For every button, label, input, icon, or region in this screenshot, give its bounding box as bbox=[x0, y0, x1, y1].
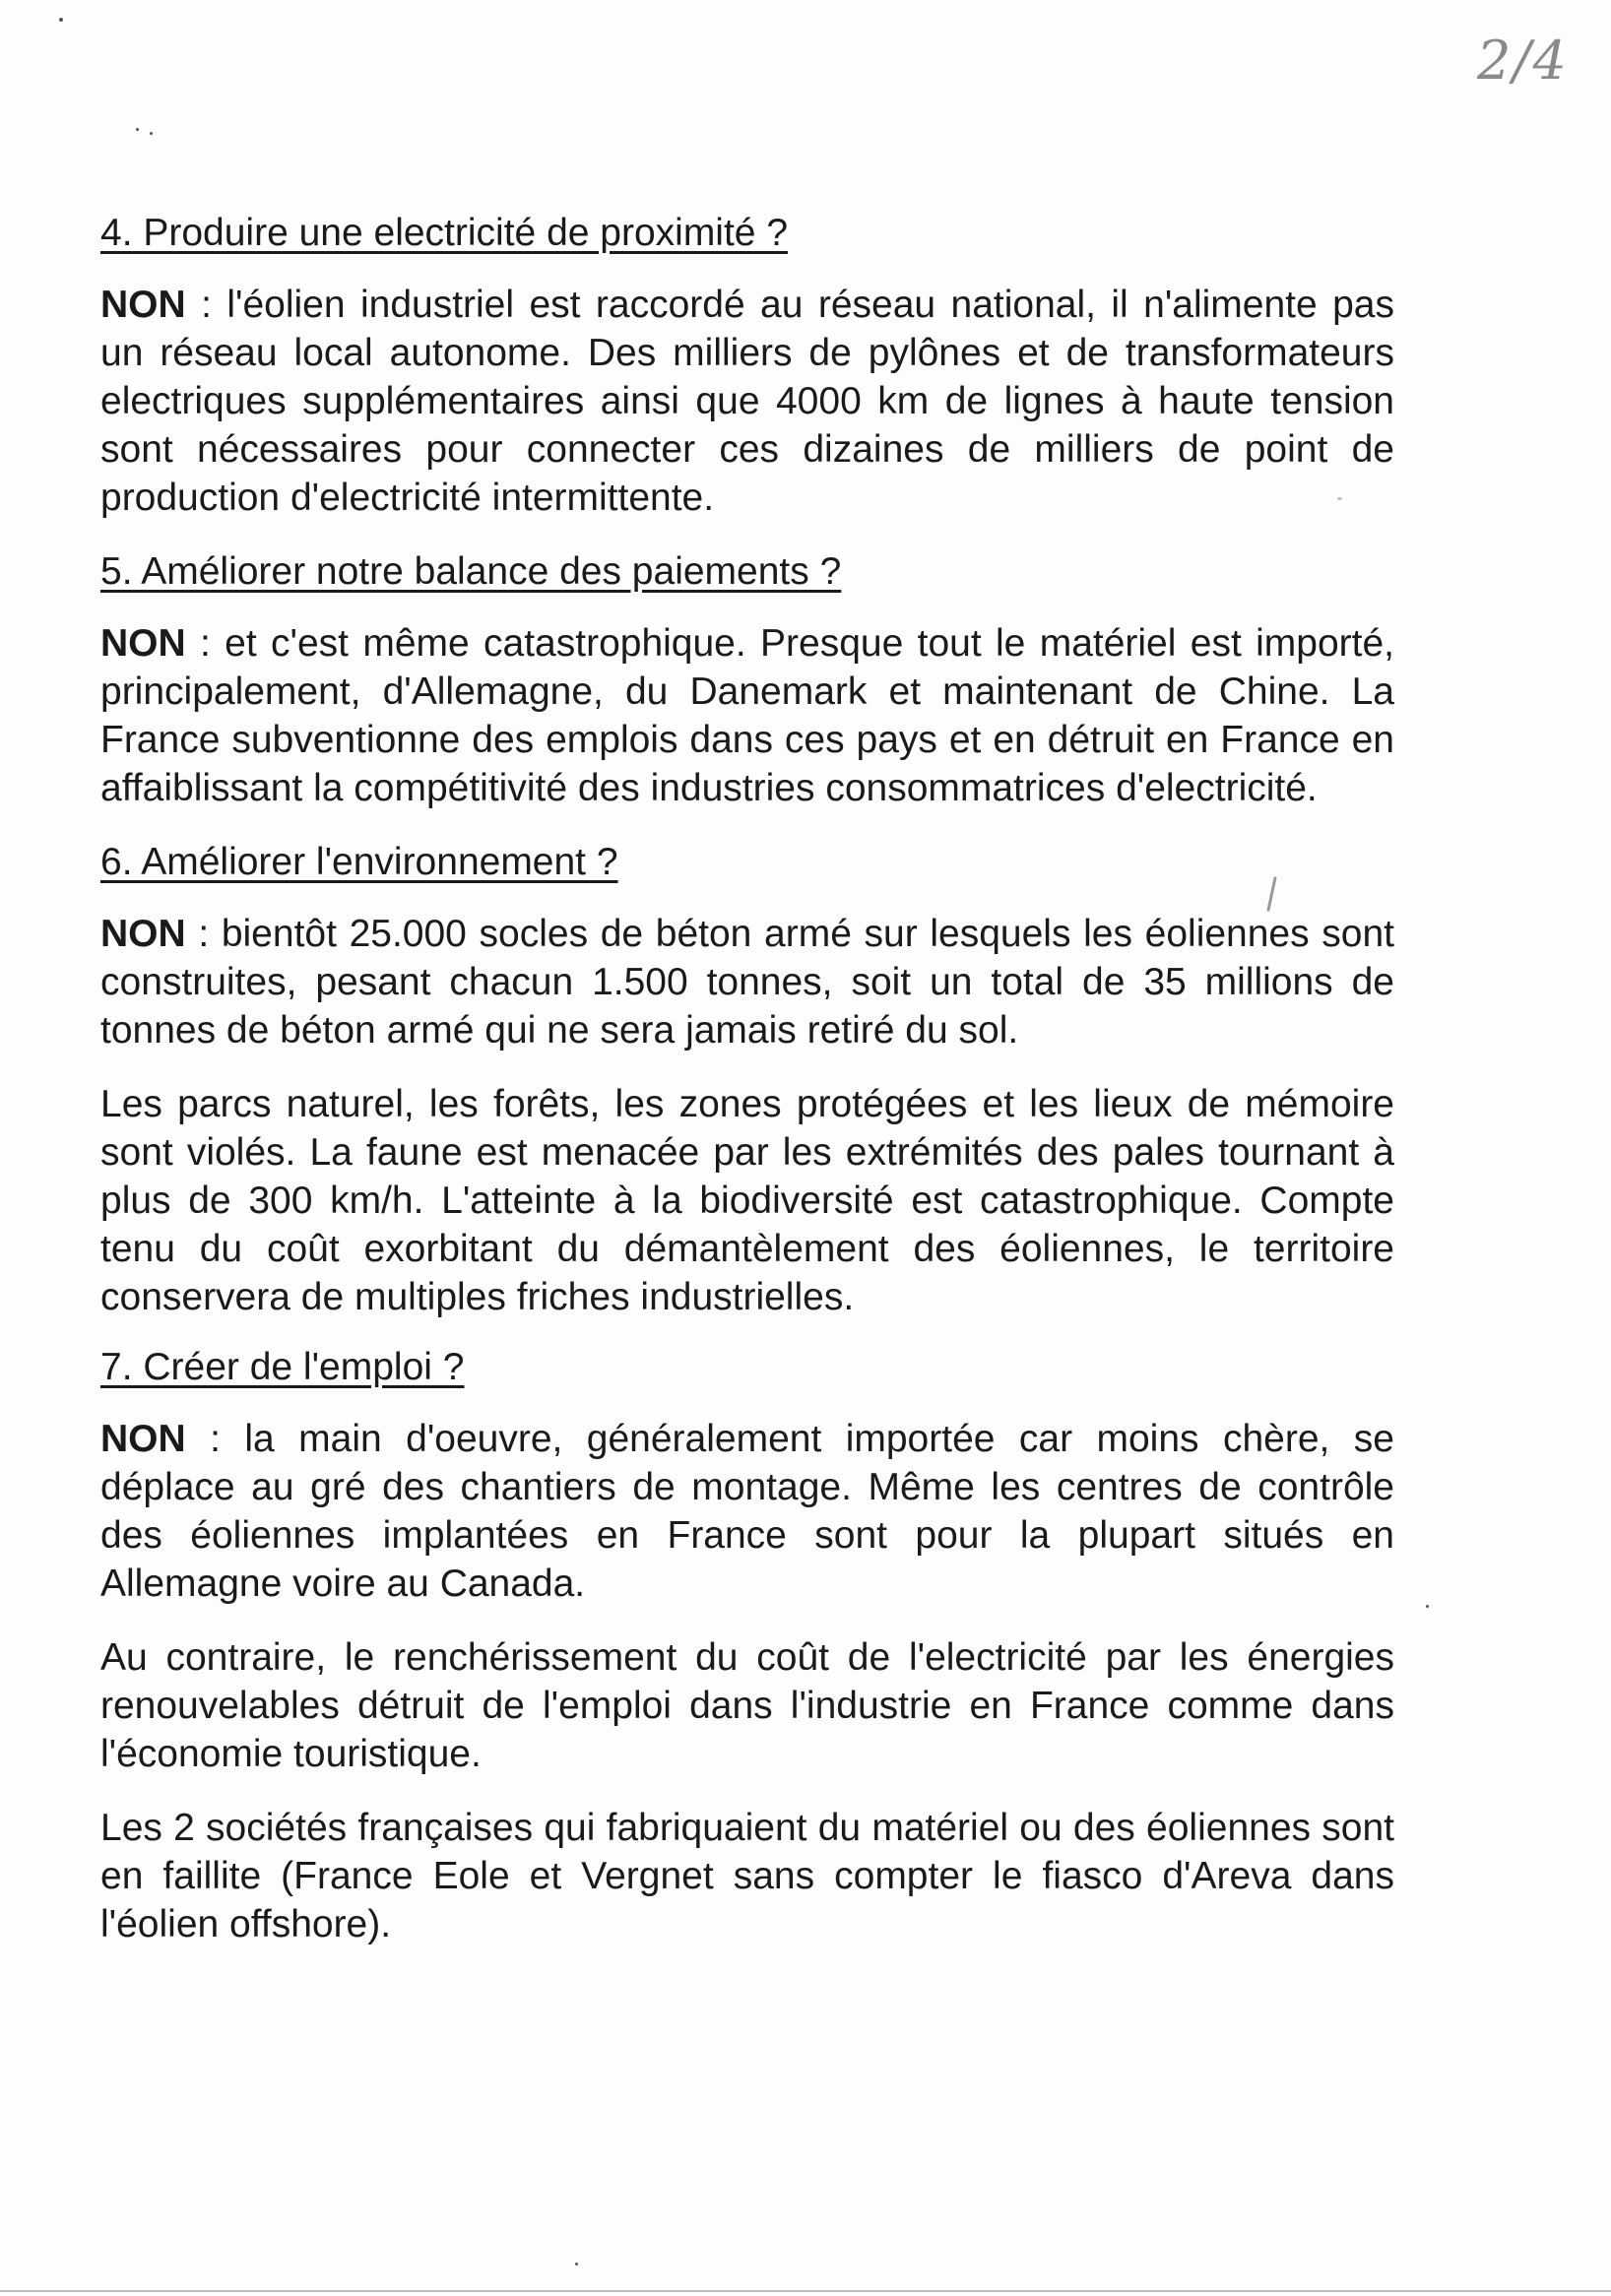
section-5-title: 5. Améliorer notre balance des paiements ? bbox=[100, 550, 842, 593]
paragraph-text: Au contraire, le renchérissement du coût de l'electricité par les énergies renouvelables détruit de l'emploi dans l'industrie en France comme dans l'économie touristique. bbox=[100, 1636, 1394, 1775]
paragraph-text: Les parcs naturel, les forêts, les zones protégées et les lieux de mémoire sont violés. La faune est menacée par les extrémités des pales tournant à plus de 300 km/h. L'atteinte à la biodiversité est catastrophique. Compte tenu du coût exorbitant du démantèlement des éoliennes, le territoire conservera de multiples friches industrielles. bbox=[100, 1083, 1394, 1318]
paragraph-text: : l'éolien industriel est raccordé au réseau national, il n'alimente pas un réseau local autonome. Des milliers de pylônes et de transformateurs electriques supplémentaires ainsi que 4000 km de lignes à haute tension sont nécessaires pour connecter ces dizaines de milliers de point de production d'electricité intermittente. bbox=[100, 284, 1394, 519]
paragraph-text: Les 2 sociétés françaises qui fabriquaient du matériel ou des éoliennes sont en faillite (France Eole et Vergnet sans compter le fiasco d'Areva dans l'éolien offshore). bbox=[100, 1807, 1394, 1945]
paragraph-text: : la main d'oeuvre, généralement importée car moins chère, se déplace au gré des chantiers de montage. Même les centres de contrôle des éoliennes implantées en France sont pour la plupart situés en Allemagne voire au Canada. bbox=[100, 1418, 1394, 1605]
non-label: NON bbox=[100, 1418, 186, 1460]
scan-bottom-edge bbox=[0, 2290, 1611, 2292]
paragraph-text: : et c'est même catastrophique. Presque tout le matériel est importé, principalement, d'Allemagne, du Danemark et maintenant de Chine. La France subventionne des emplois dans ces pays et en détruit en France en affaiblissant la compétitivité des industries consommatrices d'electricité. bbox=[100, 622, 1394, 809]
page-number: 2/4 bbox=[1477, 30, 1569, 92]
section-4-title: 4. Produire une electricité de proximité ? bbox=[100, 212, 789, 254]
non-label: NON bbox=[100, 284, 186, 326]
section-5-paragraph bbox=[100, 619, 1394, 812]
section-7-paragraph-1 bbox=[100, 1415, 1394, 1608]
section-4-paragraph bbox=[100, 281, 1394, 522]
section-6-title: 6. Améliorer l'environnement ? bbox=[100, 841, 618, 883]
document-body bbox=[98, 209, 1394, 1974]
section-7-title: 7. Créer de l'emploi ? bbox=[100, 1346, 465, 1388]
section-7-paragraph-2 bbox=[100, 1633, 1394, 1778]
section-6-paragraph-2 bbox=[100, 1080, 1394, 1321]
non-label: NON bbox=[100, 622, 186, 665]
section-7-paragraph-3 bbox=[100, 1804, 1394, 1948]
section-6-paragraph-1 bbox=[100, 910, 1394, 1054]
paragraph-text: : bientôt 25.000 socles de béton armé sur lesquels les éoliennes sont construites, pesant chacun 1.500 tonnes, soit un total de 35 millions de tonnes de béton armé qui ne sera jamais retiré du sol. bbox=[100, 913, 1394, 1052]
non-label: NON bbox=[100, 913, 186, 955]
